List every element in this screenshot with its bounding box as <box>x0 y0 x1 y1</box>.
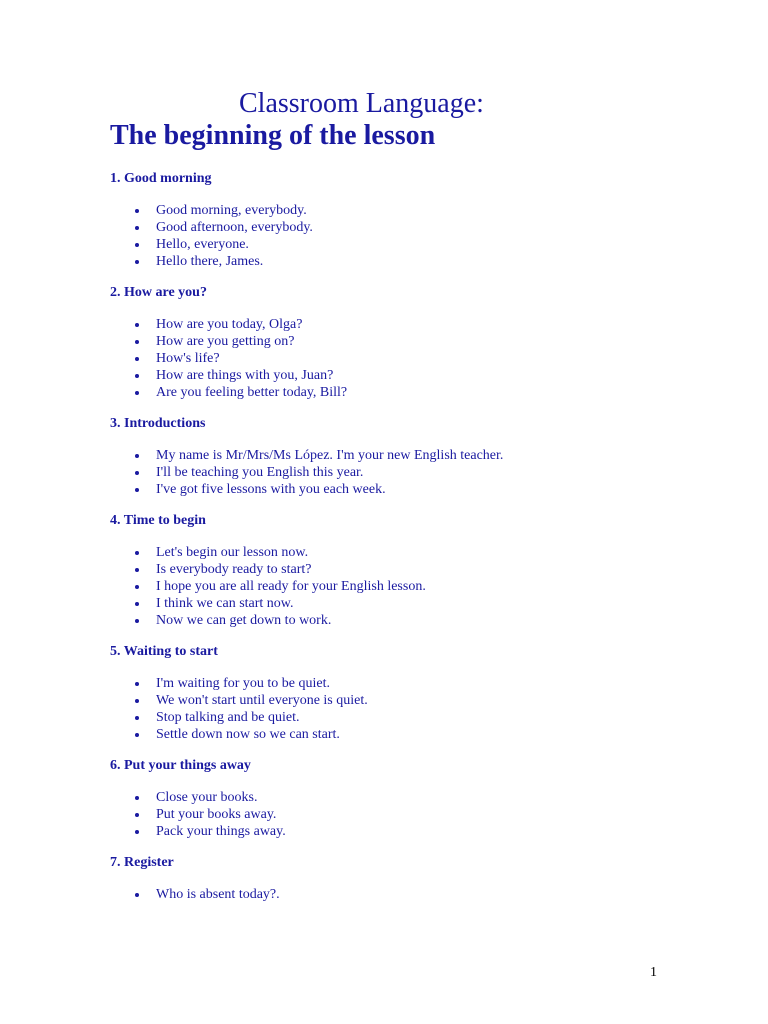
list-item <box>110 202 710 219</box>
bullet-icon <box>135 699 139 703</box>
list-item-text: I've got five lessons with you each week. <box>156 482 386 497</box>
bullet-icon <box>135 830 139 834</box>
list-item <box>110 789 710 806</box>
bullet-list <box>110 544 710 629</box>
section-heading: 7. Register <box>110 855 174 870</box>
section-heading: 4. Time to begin <box>110 513 206 528</box>
bullet-list <box>110 202 710 270</box>
list-item-text: Are you feeling better today, Bill? <box>156 385 348 400</box>
list-item <box>110 350 710 367</box>
list-item-text: Who is absent today?. <box>156 887 280 902</box>
list-item-text: Good afternoon, everybody. <box>156 220 313 235</box>
section-heading: 1. Good morning <box>110 171 212 186</box>
list-item-text: Good morning, everybody. <box>156 203 307 218</box>
list-item <box>110 709 710 726</box>
bullet-list <box>110 789 710 840</box>
page-number: 1 <box>650 965 657 980</box>
list-item-text: Close your books. <box>156 790 258 805</box>
bullet-icon <box>135 602 139 606</box>
list-item-text: I think we can start now. <box>156 596 294 611</box>
bullet-list <box>110 886 710 903</box>
bullet-icon <box>135 568 139 572</box>
list-item-text: Stop talking and be quiet. <box>156 710 300 725</box>
section-heading: 5. Waiting to start <box>110 644 218 659</box>
list-item-text: Pack your things away. <box>156 824 286 839</box>
list-item <box>110 253 710 270</box>
list-item-text: My name is Mr/Mrs/Ms López. I'm your new English teacher. <box>156 448 504 463</box>
bullet-icon <box>135 454 139 458</box>
list-item <box>110 578 710 595</box>
list-item <box>110 806 710 823</box>
list-item <box>110 675 710 692</box>
list-item-text: Settle down now so we can start. <box>156 727 340 742</box>
list-item <box>110 823 710 840</box>
section-heading: 6. Put your things away <box>110 758 251 773</box>
list-item-text: We won't start until everyone is quiet. <box>156 693 368 708</box>
bullet-icon <box>135 260 139 264</box>
list-item <box>110 316 710 333</box>
list-item <box>110 384 710 401</box>
list-item <box>110 236 710 253</box>
list-item-text: How are you today, Olga? <box>156 317 303 332</box>
bullet-icon <box>135 733 139 737</box>
list-item-text: Is everybody ready to start? <box>156 562 312 577</box>
bullet-icon <box>135 682 139 686</box>
list-item-text: How are you getting on? <box>156 334 295 349</box>
list-item-text: I'm waiting for you to be quiet. <box>156 676 330 691</box>
bullet-icon <box>135 488 139 492</box>
list-item <box>110 595 710 612</box>
bullet-icon <box>135 357 139 361</box>
bullet-list <box>110 675 710 743</box>
document-content <box>110 170 710 917</box>
bullet-icon <box>135 243 139 247</box>
list-item-text: Hello there, James. <box>156 254 264 269</box>
bullet-icon <box>135 619 139 623</box>
list-item <box>110 464 710 481</box>
list-item <box>110 219 710 236</box>
list-item-text: I'll be teaching you English this year. <box>156 465 364 480</box>
document-title <box>0 88 768 152</box>
bullet-icon <box>135 893 139 897</box>
bullet-icon <box>135 796 139 800</box>
list-item-text: How are things with you, Juan? <box>156 368 334 383</box>
bullet-icon <box>135 340 139 344</box>
list-item <box>110 726 710 743</box>
list-item <box>110 692 710 709</box>
bullet-icon <box>135 323 139 327</box>
title-line-1: Classroom Language: <box>239 88 484 119</box>
list-item <box>110 561 710 578</box>
bullet-icon <box>135 391 139 395</box>
list-item-text: How's life? <box>156 351 220 366</box>
bullet-icon <box>135 374 139 378</box>
list-item <box>110 447 710 464</box>
list-item-text: I hope you are all ready for your English lesson. <box>156 579 426 594</box>
list-item <box>110 544 710 561</box>
bullet-icon <box>135 585 139 589</box>
bullet-icon <box>135 716 139 720</box>
list-item <box>110 886 710 903</box>
bullet-list <box>110 447 710 498</box>
section-heading: 3. Introductions <box>110 416 206 431</box>
section-heading: 2. How are you? <box>110 285 207 300</box>
list-item-text: Now we can get down to work. <box>156 613 332 628</box>
bullet-icon <box>135 551 139 555</box>
list-item <box>110 333 710 350</box>
title-line-2: The beginning of the lesson <box>110 120 436 151</box>
list-item-text: Let's begin our lesson now. <box>156 545 309 560</box>
bullet-list <box>110 316 710 401</box>
bullet-icon <box>135 813 139 817</box>
bullet-icon <box>135 226 139 230</box>
list-item-text: Hello, everyone. <box>156 237 249 252</box>
bullet-icon <box>135 471 139 475</box>
list-item <box>110 612 710 629</box>
list-item <box>110 367 710 384</box>
list-item <box>110 481 710 498</box>
list-item-text: Put your books away. <box>156 807 277 822</box>
bullet-icon <box>135 209 139 213</box>
